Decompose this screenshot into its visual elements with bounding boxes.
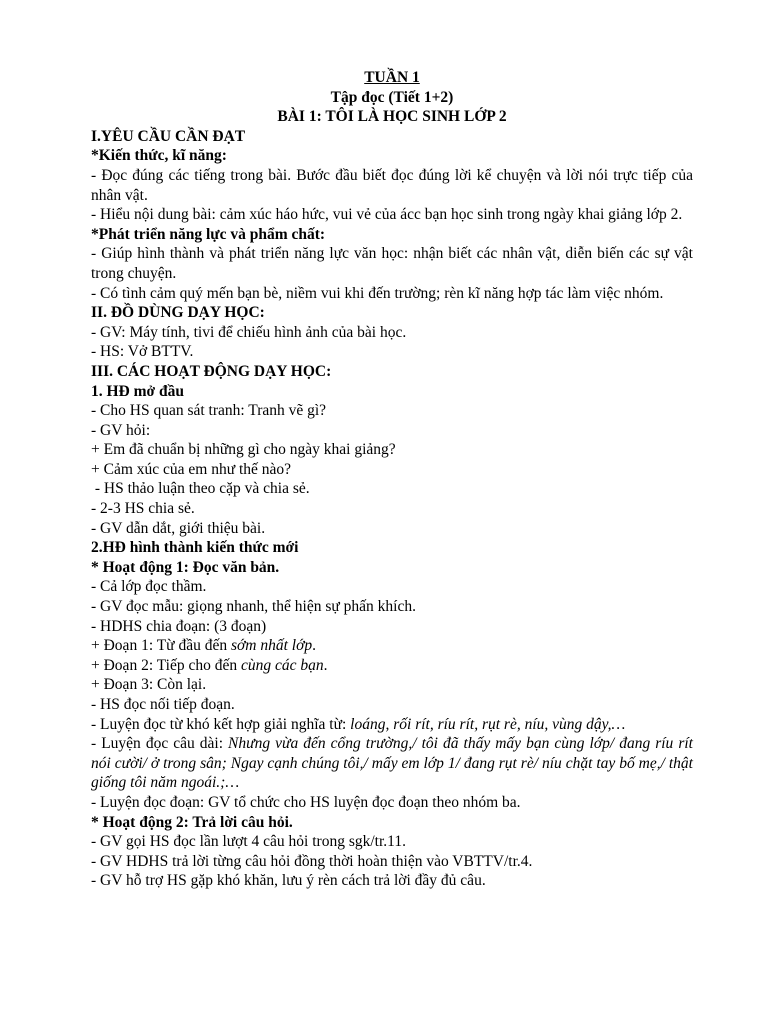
hd1-heading: 1. HĐ mở đầu <box>91 382 184 400</box>
paragraph3-line: + Đoạn 3: Còn lại. <box>91 676 207 694</box>
hd1-item: - Cho HS quan sát tranh: Tranh vẽ gì? <box>91 402 327 420</box>
lesson-title: BÀI 1: TÔI LÀ HỌC SINH LỚP 2 <box>277 108 507 126</box>
section1-heading: I.YÊU CẦU CẦN ĐẠT <box>91 127 246 145</box>
section2-heading: II. ĐỒ DÙNG DẠY HỌC: <box>91 304 265 322</box>
section3-heading: III. CÁC HOẠT ĐỘNG DẠY HỌC: <box>91 362 332 380</box>
knowledge-item: - Đọc đúng các tiếng trong bài. Bước đầu biết đọc đúng lời kể chuyện và lời nói trực tiếp của nhân vật. <box>91 166 693 204</box>
hard-words-line <box>91 715 693 735</box>
paragraph1-italic: sớm nhất lớp <box>230 637 313 655</box>
long-sentence-italic: Nhưng vừa đến cổng trường,/ tôi đã thấy mấy bạn cùng lớp/ đang ríu rít nói cười/ ở trong sân; Ngay cạnh chúng tôi,/ mấy em lớp 1/ đang rụt rè/ níu chặt tay bố mẹ,/ thật giống tôi năm ngoái.;… <box>91 735 693 792</box>
read-next-line: - HS đọc nối tiếp đoạn. <box>91 696 235 713</box>
subject-title: Tập đọc (Tiết 1+2) <box>330 88 454 106</box>
ability-heading: *Phát triển năng lực và phẩm chất: <box>91 225 326 243</box>
ability-item: - Giúp hình thành và phát triển năng lực văn học: nhận biết các nhân vật, diễn biến các sự vật trong chuyện. <box>91 245 693 282</box>
week-title: TUẦN 1 <box>364 69 420 86</box>
paragraph2-suffix: . <box>323 656 328 674</box>
paragraph1-suffix: . <box>312 637 316 655</box>
activity2-item: - GV gọi HS đọc lần lượt 4 câu hỏi trong sgk/tr.11. <box>91 833 406 851</box>
long-sentence-prefix: - Luyện đọc câu dài: <box>91 735 229 753</box>
activity2-item: - GV hỗ trợ HS gặp khó khăn, lưu ý rèn cách trả lời đầy đủ câu. <box>91 872 486 890</box>
hd1-item: + Cảm xúc của em như thế nào? <box>91 460 292 478</box>
materials-item: - GV: Máy tính, tivi để chiếu hình ảnh của bài học. <box>91 323 407 341</box>
hd1-item: - HS thảo luận theo cặp và chia sẻ. <box>91 480 310 498</box>
hd1-item: - 2-3 HS chia sẻ. <box>91 500 195 518</box>
activity1-heading: * Hoạt động 1: Đọc văn bản. <box>91 558 280 576</box>
paragraph2-italic: cùng các bạn <box>240 656 324 674</box>
knowledge-item: - Hiểu nội dung bài: cảm xúc háo hức, vui vẻ của ácc bạn học sinh trong ngày khai giảng lớp 2. <box>91 206 683 224</box>
knowledge-heading: *Kiến thức, kĩ năng: <box>91 147 227 165</box>
hard-words-italic: loáng, rối rít, ríu rít, rụt rè, níu, vùng dậy,… <box>350 715 626 733</box>
hd1-item: + Em đã chuẩn bị những gì cho ngày khai giảng? <box>91 441 396 459</box>
ability-item: - Có tình cảm quý mến bạn bè, niềm vui khi đến trường; rèn kĩ năng hợp tác làm việc nhóm. <box>91 284 664 302</box>
hd2-heading: 2.HĐ hình thành kiến thức mới <box>91 539 299 557</box>
long-sentence-line <box>91 734 693 793</box>
document-page <box>91 68 693 891</box>
paragraph1-line <box>91 636 693 656</box>
hd1-item: - GV dẫn dắt, giới thiệu bài. <box>91 519 266 537</box>
activity2-heading: * Hoạt động 2: Trả lời câu hỏi. <box>91 813 293 831</box>
paragraph-practice-line: - Luyện đọc đoạn: GV tổ chức cho HS luyện đọc đoạn theo nhóm ba. <box>91 793 521 811</box>
materials-item: - HS: Vở BTTV. <box>91 343 194 361</box>
paragraph2-prefix: + Đoạn 2: Tiếp cho đến <box>91 656 241 674</box>
paragraph1-prefix: + Đoạn 1: Từ đầu đến <box>91 637 231 655</box>
hard-words-prefix: - Luyện đọc từ khó kết hợp giải nghĩa từ: <box>91 715 351 733</box>
paragraph2-line <box>91 656 693 676</box>
activity1-item: - HDHS chia đoạn: (3 đoạn) <box>91 617 267 635</box>
hd1-item: - GV hỏi: <box>91 421 151 439</box>
activity1-item: - GV đọc mẫu: giọng nhanh, thể hiện sự phấn khích. <box>91 598 416 616</box>
activity1-item: - Cả lớp đọc thầm. <box>91 578 207 596</box>
activity2-item: - GV HDHS trả lời từng câu hỏi đồng thời hoàn thiện vào VBTTV/tr.4. <box>91 852 533 870</box>
